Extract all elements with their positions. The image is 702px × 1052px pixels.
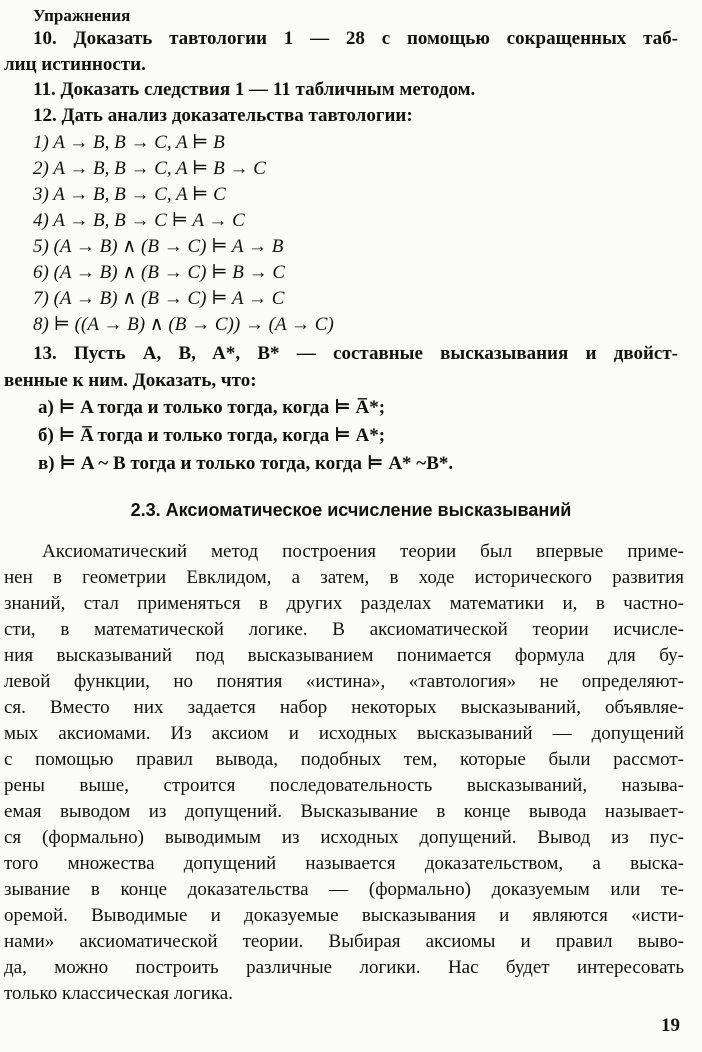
paragraph-line-11: емая выводом из допущений. Высказывание в конце вывода называет- xyxy=(4,801,684,822)
paragraph-line-5: ния высказываний под высказыванием понимается формула для бу- xyxy=(4,645,684,666)
paragraph-line-10: рены выше, строится последовательность высказываний, называ- xyxy=(4,775,684,796)
sub-item-c: в) ⊨ A ~ B тогда и только тогда, когда ⊨ A* ~B*. xyxy=(38,453,454,474)
paragraph-line-4: сти, в математической логике. В аксиоматической теории исчисле- xyxy=(4,619,684,640)
exercise-11: 11. Доказать следствия 1 — 11 табличным методом. xyxy=(33,79,476,100)
paragraph-line-9: с помощью правил вывода, подобных тем, которые были рассмот- xyxy=(4,749,684,770)
formula-item-1: 1) A → B, B → C, A ⊨ B xyxy=(33,132,225,153)
section-heading: 2.3. Аксиоматическое исчисление высказываний xyxy=(130,500,572,520)
exercise-10-line-1: 10. Доказать тавтологии 1 — 28 с помощью сокращенных таб- xyxy=(33,28,678,49)
exercise-13-line-1: 13. Пусть A, B, A*, B* — составные высказывания и двойст- xyxy=(33,343,678,364)
formula-item-4: 4) A → B, B → C ⊨ A → C xyxy=(33,210,245,231)
paragraph-line-1: Аксиоматический метод построения теории был впервые приме- xyxy=(42,541,684,562)
paragraph-line-15: оремой. Выводимые и доказуемые высказывания и являются «исти- xyxy=(4,905,684,926)
paragraph-line-14: зывание в конце доказательства — (формально) доказуемым или те- xyxy=(4,879,684,900)
paragraph-line-13: того множества допущений называется доказательством, а выска- xyxy=(4,853,684,874)
paragraph-line-8: мых аксиомами. Из аксиом и исходных высказываний — допущений xyxy=(4,723,684,744)
sub-item-b: б) ⊨ A̅ тогда и только тогда, когда ⊨ A*; xyxy=(38,425,386,446)
paragraph-line-17: да, можно построить различные логики. Нас будет интересовать xyxy=(4,957,684,978)
paragraph-line-3: знаний, стал применяться в других разделах математики и, в частно- xyxy=(4,593,684,614)
exercise-12: 12. Дать анализ доказательства тавтологии: xyxy=(33,105,413,126)
paragraph-line-2: нен в геометрии Евклидом, а затем, в ходе исторического развития xyxy=(4,567,684,588)
sub-item-a: а) ⊨ A тогда и только тогда, когда ⊨ A̅*; xyxy=(38,397,386,418)
page-number: 19 xyxy=(661,1015,680,1036)
formula-item-8: 8) ⊨ ((A → B) ∧ (B → C)) → (A → C) xyxy=(33,314,334,335)
formula-item-6: 6) (A → B) ∧ (B → C) ⊨ B → C xyxy=(33,262,286,283)
formula-item-7: 7) (A → B) ∧ (B → C) ⊨ A → C xyxy=(33,288,285,309)
formula-item-3: 3) A → B, B → C, A ⊨ C xyxy=(33,184,226,205)
paragraph-line-7: ся. Вместо них задается набор некоторых высказываний, объявляе- xyxy=(4,697,684,718)
formula-item-5: 5) (A → B) ∧ (B → C) ⊨ A → B xyxy=(33,236,284,257)
paragraph-line-18: только классическая логика. xyxy=(4,983,233,1004)
exercise-13-line-2: венные к ним. Доказать, что: xyxy=(4,370,257,391)
exercise-10-line-2: лиц истинности. xyxy=(4,54,146,75)
exercises-title: Упражнения xyxy=(33,6,131,25)
paragraph-line-6: левой функции, но понятия «истина», «тавтология» не определяют- xyxy=(4,671,684,692)
paragraph-line-12: ся (формально) выводимым из исходных допущений. Вывод из пус- xyxy=(4,827,684,848)
formula-item-2: 2) A → B, B → C, A ⊨ B → C xyxy=(33,158,266,179)
paragraph-line-16: нами» аксиоматической теории. Выбирая аксиомы и правил выво- xyxy=(4,931,684,952)
